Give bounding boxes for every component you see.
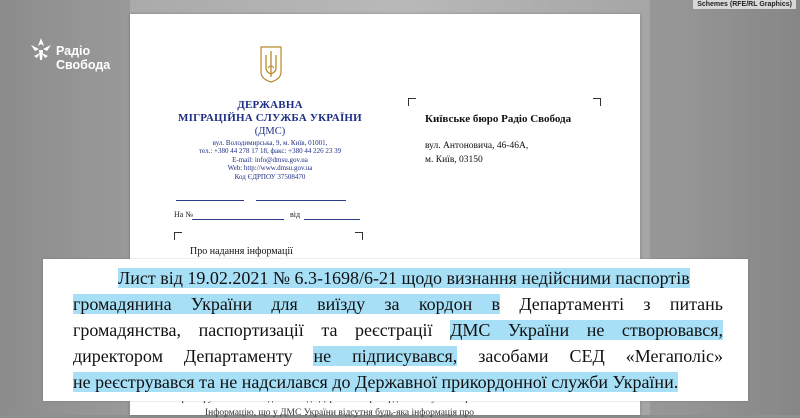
quote-text: Департаменті з питань (519, 294, 724, 314)
recipient-street: вул. Антоновича, 46-46А, (425, 141, 529, 151)
quote-line-3 (73, 319, 723, 341)
subject-corner-tl (174, 232, 182, 240)
logo-text (56, 44, 110, 72)
subject-line: Про надання інформації (190, 246, 293, 257)
image-credit: Schemes (RFE/RL Graphics) (693, 0, 796, 9)
quote-line-4 (73, 345, 723, 367)
recipient-title: Київське бюро Радіо Свобода (425, 113, 572, 125)
ref-no-underline (192, 219, 284, 220)
recipient-corner-tr (593, 98, 601, 106)
trident-emblem-icon (258, 44, 284, 84)
ref-from-underline (304, 219, 360, 220)
quote-line-5 (73, 371, 723, 393)
quote-caption (43, 259, 748, 401)
number-underline (256, 200, 346, 201)
faded-text-line: Інформацію, що у ДМС України відсутня будь-яка інформація про (205, 408, 474, 418)
org-code: Код ЄДРПОУ 37508470 (234, 172, 306, 181)
date-underline (176, 200, 244, 201)
recipient-corner-tl (408, 98, 416, 106)
org-abbreviation: (ДМС) (254, 126, 286, 137)
org-title-line2: МІГРАЦІЙНА СЛУЖБА УКРАЇНИ (178, 112, 362, 124)
quote-highlight: Лист від 19.02.2021 № 6.3-1698/6-21 щодо визнання недійсними паспортів (118, 268, 690, 288)
recipient-block (425, 110, 610, 167)
radio-svoboda-logo-icon (28, 36, 54, 74)
subject-corner-tr (355, 232, 363, 240)
quote-highlight: громадянина України для виїзду за кордон в (73, 294, 501, 314)
org-email: E-mail: info@dmsu.gov.ua (232, 155, 308, 164)
org-title (165, 99, 375, 125)
ref-no-label: На № (174, 210, 193, 219)
quote-highlight: не підписувався, (313, 346, 458, 366)
quote-highlight: не реєструвався та не надсилався до Державної прикордонної служби України. (73, 372, 679, 392)
recipient-address (425, 139, 610, 167)
org-phone: тел.: +380 44 278 17 18, факс: +380 44 226 23 39 (198, 147, 342, 156)
ref-from-label: від (290, 210, 301, 219)
quote-line-1 (118, 267, 718, 289)
logo-line1: Радіо (56, 44, 91, 58)
org-title-line1: ДЕРЖАВНА (237, 99, 303, 111)
quote-text: громадянства, паспортизації та реєстрації (73, 320, 433, 340)
quote-line-2 (73, 293, 723, 315)
org-contact-block (165, 139, 375, 181)
logo-line2: Свобода (56, 58, 111, 72)
quote-text: директором Департаменту (73, 346, 293, 366)
quote-highlight: ДМС України не створювався, (450, 320, 724, 340)
recipient-city: м. Київ, 03150 (425, 155, 483, 165)
quote-text: засобами СЕД «Мегаполіс» (478, 346, 723, 366)
radio-svoboda-logo (28, 36, 110, 74)
org-address: вул. Володимирська, 9, м. Київ, 01001, (212, 139, 328, 147)
org-web: Web: http://www.dmsu.gov.ua (227, 164, 313, 173)
